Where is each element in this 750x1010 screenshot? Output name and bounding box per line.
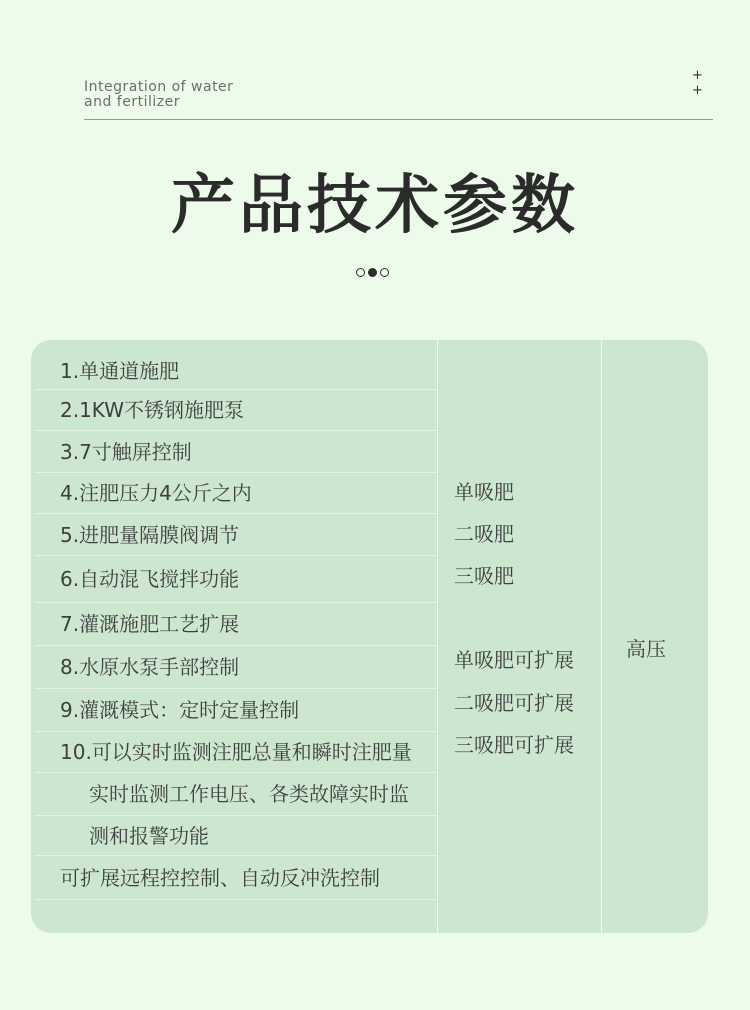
plus-icon: + [692,68,703,83]
pagination-dot-active[interactable] [368,268,377,277]
feature-label: 6.自动混飞搅拌功能 [60,567,240,591]
suction-option: 三吸肥可扩展 [454,733,574,757]
feature-row [35,514,437,556]
pagination-dot[interactable] [356,268,365,277]
feature-row [35,352,437,390]
feature-label: 1.单通道施肥 [60,358,180,383]
feature-row [35,856,437,900]
pressure-value: 高压 [626,637,666,661]
pagination-dots [356,268,389,277]
suction-option: 单吸肥 [454,480,514,504]
feature-row [35,689,437,732]
feature-label: 4.注肥压力4公斤之内 [60,481,252,505]
column-divider [437,340,438,933]
page-title: 产品技术参数 [171,169,579,243]
spec-table [31,340,708,933]
plus-icon: + [692,83,703,98]
feature-row [35,816,437,856]
feature-label: 5.进肥量隔膜阀调节 [60,522,240,547]
subtitle-line-1: Integration of water [84,79,234,95]
feature-label: 2.1KW不锈钢施肥泵 [60,398,244,422]
suction-option: 二吸肥可扩展 [454,691,574,715]
subtitle [84,80,233,110]
feature-row [35,431,437,473]
feature-row [35,603,437,646]
feature-label: 测和报警功能 [89,823,209,848]
feature-label: 9.灌溉模式：定时定量控制 [60,698,300,722]
feature-label: 10.可以实时监测注肥总量和瞬时注肥量 [60,740,412,764]
suction-option: 二吸肥 [454,522,514,546]
feature-row [35,473,437,514]
pagination-dot[interactable] [380,268,389,277]
suction-option: 三吸肥 [454,564,514,588]
feature-row [35,773,437,816]
subtitle-line-2: and fertilizer [84,94,180,110]
feature-label: 7.灌溉施肥工艺扩展 [60,612,240,636]
feature-row [35,732,437,773]
feature-label: 可扩展远程控控制、自动反冲洗控制 [60,865,380,890]
feature-row [35,646,437,689]
feature-label: 实时监测工作电压、各类故障实时监 [89,782,409,806]
header-divider [84,119,713,120]
suction-option: 单吸肥可扩展 [454,648,574,672]
column-divider [601,340,602,933]
feature-label: 8.水原水泵手部控制 [60,655,240,679]
feature-row [35,390,437,431]
feature-label: 3.7寸触屏控制 [60,439,192,464]
feature-row [35,556,437,603]
